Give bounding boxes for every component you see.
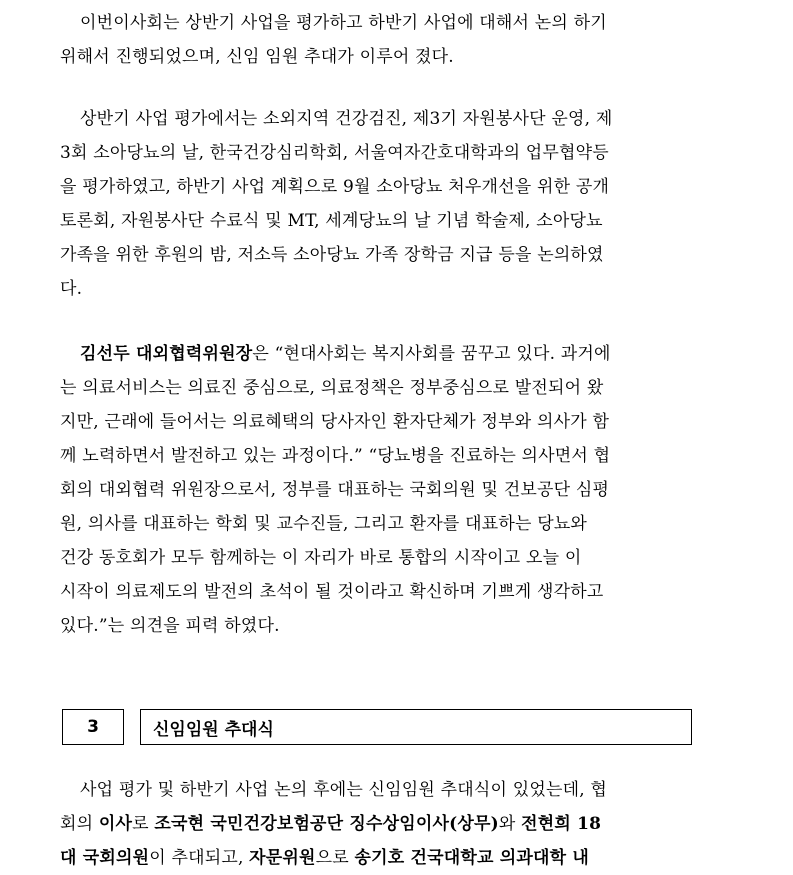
text-line: 원, 의사를 대표하는 학회 및 교수진들, 그리고 환자를 대표하는 당뇨와 <box>60 514 588 534</box>
text-line: 상반기 사업 평가에서는 소외지역 건강검진, 제3기 자원봉사단 운영, 제 <box>80 109 613 129</box>
text-run: 로 <box>132 814 155 834</box>
text-line: 지만, 근래에 들어서는 의료혜택의 당사자인 환자단체가 정부와 의사가 함 <box>60 412 610 432</box>
role-director: 이사 <box>98 814 133 834</box>
text-run: 이 추대되고, <box>149 848 250 868</box>
text-line: 토론회, 자원봉사단 수료식 및 MT, 세계당뇨의 날 기념 학술제, 소아당뇨 <box>60 211 603 231</box>
person-jo-gukhyeon: 조국현 국민건강보험공단 징수상임이사(상무) <box>154 814 499 834</box>
paragraph-first-half-evaluation <box>60 102 700 306</box>
paragraph-new-officer-inauguration <box>60 773 700 875</box>
text-line: 회의 대외협력 위원장으로서, 정부를 대표하는 국회의원 및 건보공단 심평 <box>60 480 610 500</box>
text-line: 시작이 의료제도의 발전의 초석이 될 것이라고 확신하며 기쁘게 생각하고 <box>60 582 604 602</box>
text-line: 을 평가하였고, 하반기 사업 계획으로 9월 소아당뇨 처우개선을 위한 공개 <box>60 177 610 197</box>
section-title-box: 신임임원 추대식 <box>140 709 692 745</box>
person-jeon-hyeonhui: 전현희 18 <box>521 814 602 834</box>
speaker-name: 김선두 대외협력위원장 <box>80 344 253 364</box>
text-line: 이번이사회는 상반기 사업을 평가하고 하반기 사업에 대해서 논의 하기 <box>80 13 607 33</box>
paragraph-board-meeting-intro <box>60 6 700 74</box>
text-line <box>60 807 700 841</box>
text-run: 회의 <box>60 814 99 834</box>
role-advisor: 자문위원 <box>249 848 316 868</box>
text-line <box>60 337 700 371</box>
text-run: 으로 <box>315 848 355 868</box>
text-line: 있다.”는 의견을 피력 하였다. <box>60 616 280 636</box>
person-song-giho: 송기호 건국대학교 의과대학 내 <box>354 848 589 868</box>
text-line: 사업 평가 및 하반기 사업 논의 후에는 신임임원 추대식이 있었는데, 협 <box>80 780 608 800</box>
text-run: 와 <box>498 814 522 834</box>
person-jeon-hyeonhui-cont: 대 국회의원 <box>60 848 150 868</box>
section-number-box: 3 <box>62 709 124 745</box>
text-line: 다. <box>60 279 83 299</box>
text-line: 건강 동호회가 모두 함께하는 이 자리가 바로 통합의 시작이고 오늘 이 <box>60 548 582 568</box>
text-line: 께 노력하면서 발전하고 있는 과정이다.” “당뇨병을 진료하는 의사면서 협 <box>60 446 611 466</box>
text-line: 3회 소아당뇨의 날, 한국건강심리학회, 서울여자간호대학과의 업무협약등 <box>60 143 609 163</box>
text-line: 가족을 위한 후원의 밤, 저소득 소아당뇨 가족 장학금 지급 등을 논의하였 <box>60 245 604 265</box>
paragraph-kim-seondu-quote <box>60 337 700 643</box>
text-line <box>60 841 700 875</box>
text-line: 는 의료서비스는 의료진 중심으로, 의료정책은 정부중심으로 발전되어 왔 <box>60 378 604 398</box>
text-line: 위해서 진행되었으며, 신임 임원 추대가 이루어 졌다. <box>60 47 454 67</box>
quote-start: 은 “현대사회는 복지사회를 꿈꾸고 있다. 과거에 <box>252 344 611 364</box>
